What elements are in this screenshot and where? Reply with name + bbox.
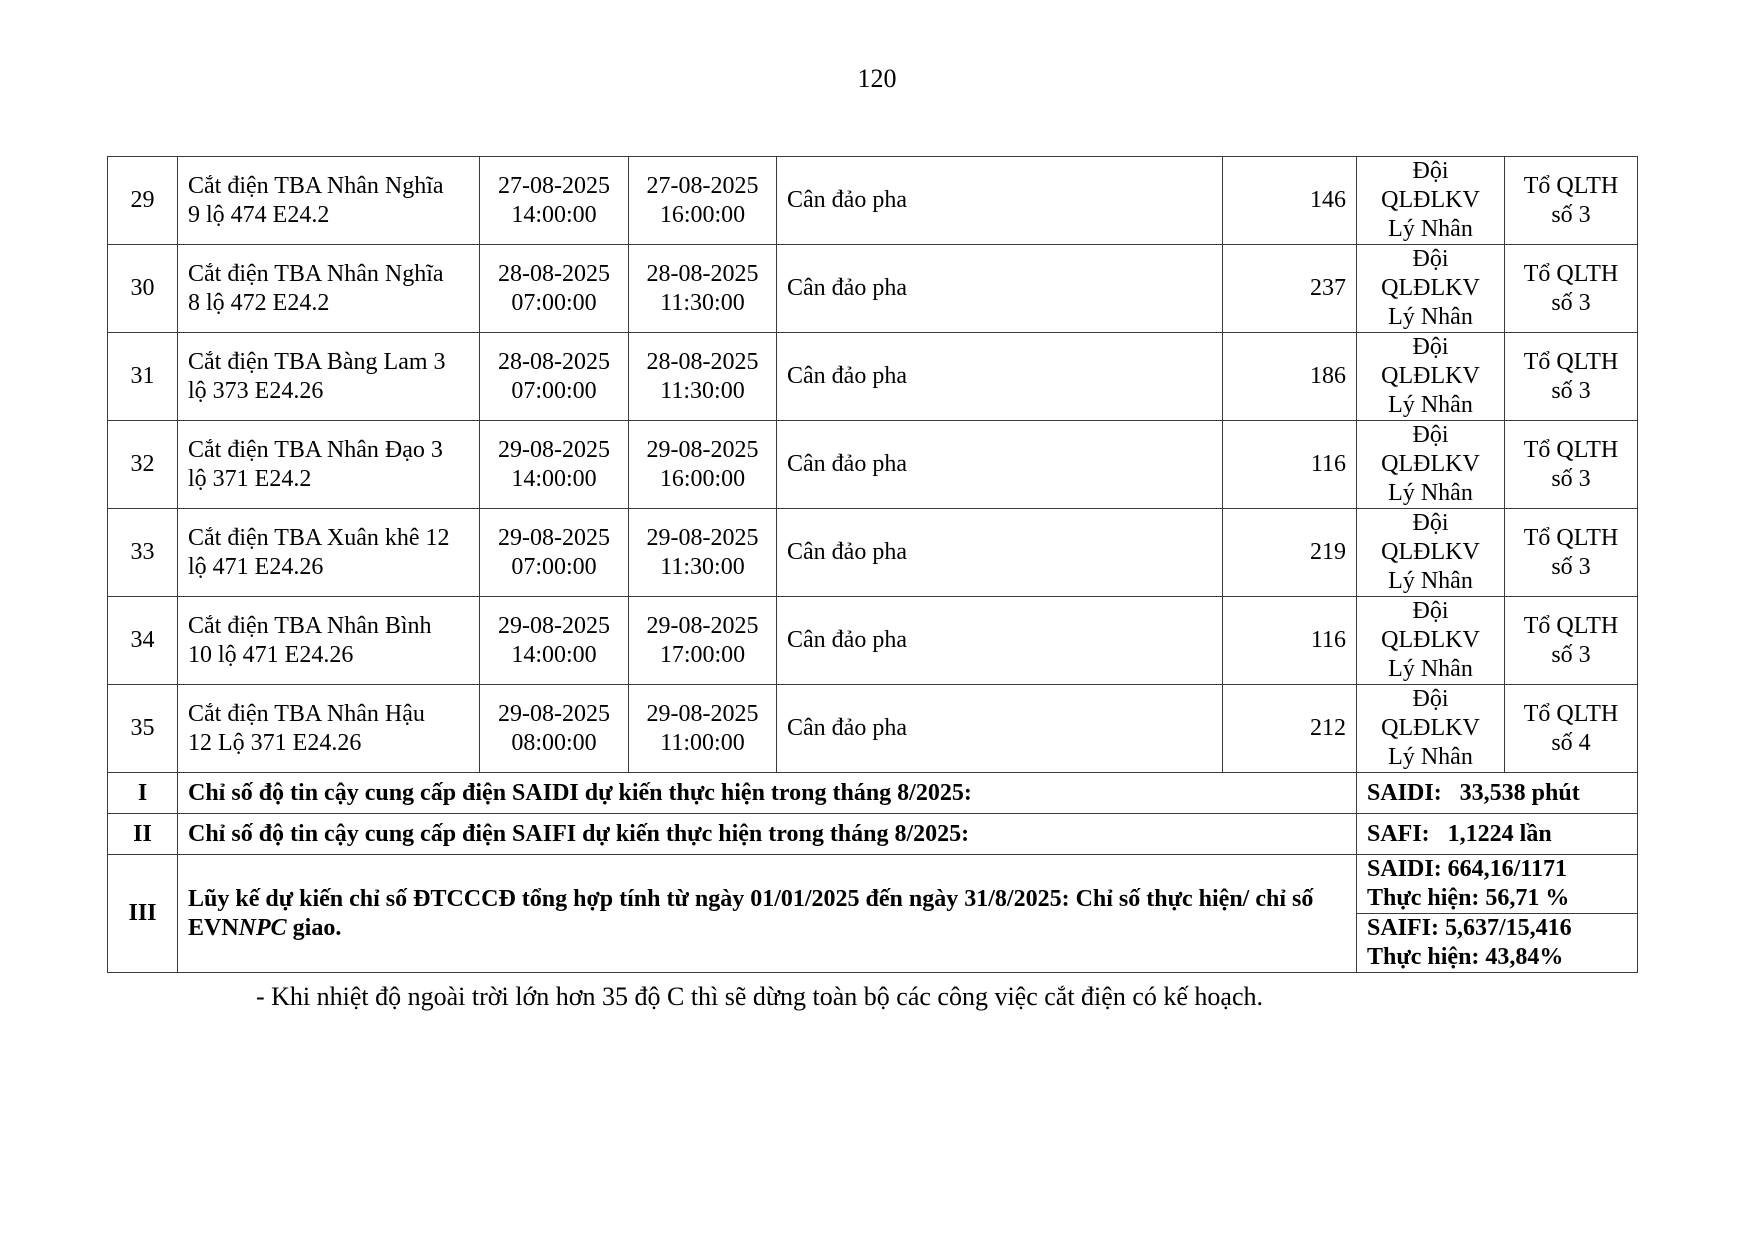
responsible-team [1505,421,1638,509]
start-datetime [480,509,629,597]
start-datetime-line-1: 29-08-2025 [498,436,610,463]
responsible-unit [1357,685,1505,773]
outage-description-line-2: lộ 471 E24.26 [188,553,324,580]
start-datetime-line-1: 28-08-2025 [498,260,610,287]
row-number: 34 [108,597,178,685]
outage-description-line-2: lộ 373 E24.26 [188,377,324,404]
start-datetime-line-2: 07:00:00 [511,377,597,404]
responsible-team [1505,157,1638,245]
responsible-unit [1357,597,1505,685]
outage-description [178,685,480,773]
end-datetime-line-2: 11:30:00 [660,553,745,580]
saifi-summary-value: SAFI: 1,1224 lần [1357,814,1638,855]
responsible-team-line-2: số 3 [1551,465,1591,492]
responsible-unit-line-2: QLĐLKV [1381,363,1480,389]
work-content: Cân đảo pha [777,157,1223,245]
end-datetime-line-2: 16:00:00 [659,201,746,228]
start-datetime [480,685,629,773]
customer-count: 116 [1223,421,1357,509]
end-datetime-line-2: 11:00:00 [660,729,745,756]
customer-count: 146 [1223,157,1357,245]
end-datetime-line-1: 29-08-2025 [646,612,759,639]
end-datetime-line-2: 11:30:00 [660,289,745,316]
start-datetime-line-2: 14:00:00 [511,201,597,228]
end-datetime [629,333,777,421]
responsible-unit-line-2: QLĐLKV [1381,715,1480,741]
start-datetime-line-1: 28-08-2025 [498,348,610,375]
responsible-unit-line-3: Lý Nhân [1388,392,1473,418]
responsible-unit-line-2: QLĐLKV [1381,627,1480,653]
customer-count: 237 [1223,245,1357,333]
table-row [108,157,1638,245]
cumulative-label-italic: NPC [238,914,287,941]
responsible-unit-line-3: Lý Nhân [1388,480,1473,506]
responsible-unit-line-3: Lý Nhân [1388,656,1473,682]
responsible-team [1505,333,1638,421]
saidi-summary-row [108,773,1638,814]
responsible-unit [1357,333,1505,421]
cumulative-saidi-percent: Thực hiện: 56,71 % [1367,885,1570,911]
responsible-unit [1357,157,1505,245]
start-datetime-line-1: 27-08-2025 [498,172,610,199]
responsible-unit-line-1: Đội [1412,422,1449,448]
outage-description [178,157,480,245]
responsible-team [1505,685,1638,773]
responsible-unit [1357,421,1505,509]
start-datetime [480,157,629,245]
customer-count: 116 [1223,597,1357,685]
responsible-unit-line-1: Đội [1412,686,1449,712]
cumulative-label-suffix: giao. [286,914,342,941]
end-datetime-line-1: 27-08-2025 [646,172,759,199]
start-datetime-line-2: 07:00:00 [511,289,597,316]
heat-note: - Khi nhiệt độ ngoài trời lớn hơn 35 độ C thì sẽ dừng toàn bộ các công việc cắt điện có kế hoạch. [256,982,1263,1011]
responsible-unit-line-1: Đội [1412,158,1449,184]
page-number: 120 [857,64,897,93]
cumulative-saifi-value [1357,914,1638,973]
end-datetime [629,245,777,333]
summary-roman-iii: III [108,855,178,973]
row-number: 29 [108,157,178,245]
responsible-unit-line-1: Đội [1412,246,1449,272]
responsible-unit-line-3: Lý Nhân [1388,744,1473,770]
responsible-team-line-2: số 3 [1551,553,1591,580]
end-datetime [629,685,777,773]
responsible-unit-line-2: QLĐLKV [1381,275,1480,301]
start-datetime-line-2: 14:00:00 [511,641,597,668]
responsible-unit-line-1: Đội [1412,510,1449,536]
cumulative-saidi-value [1357,855,1638,914]
responsible-team-line-2: số 3 [1551,289,1591,316]
outage-description [178,509,480,597]
responsible-unit-line-3: Lý Nhân [1388,216,1473,242]
outage-description [178,421,480,509]
end-datetime-line-1: 29-08-2025 [646,436,759,463]
start-datetime-line-2: 14:00:00 [511,465,597,492]
table-row [108,421,1638,509]
end-datetime-line-2: 16:00:00 [659,465,746,492]
responsible-team-line-1: Tổ QLTH [1523,436,1619,463]
outage-description-line-2: 8 lộ 472 E24.2 [188,289,330,316]
outage-description-line-1: Cắt điện TBA Nhân Nghĩa [188,172,444,199]
responsible-team-line-2: số 3 [1551,641,1591,668]
end-datetime [629,597,777,685]
responsible-unit [1357,509,1505,597]
outage-description-line-2: 10 lộ 471 E24.26 [188,641,354,668]
saifi-summary-row [108,814,1638,855]
summary-roman-ii: II [108,814,178,855]
cumulative-label-prefix: Lũy kế dự kiến chỉ số ĐTCCCĐ tổng hợp tính từ ngày 01/01/2025 đến ngày 31/8/2025: Chỉ số thực hiện/ chỉ số EVN [188,885,1314,941]
outage-description-line-2: 9 lộ 474 E24.2 [188,201,330,228]
responsible-team-line-1: Tổ QLTH [1523,348,1619,375]
responsible-team-line-1: Tổ QLTH [1523,700,1619,727]
end-datetime-line-1: 29-08-2025 [646,524,759,551]
end-datetime-line-1: 28-08-2025 [646,260,759,287]
start-datetime-line-1: 29-08-2025 [498,612,610,639]
customer-count: 219 [1223,509,1357,597]
end-datetime-line-1: 28-08-2025 [646,348,759,375]
cumulative-summary-row [108,855,1638,914]
outage-description-line-1: Cắt điện TBA Nhân Đạo 3 [188,436,443,463]
outage-description [178,597,480,685]
cumulative-saifi-percent: Thực hiện: 43,84% [1367,944,1564,970]
responsible-team-line-2: số 3 [1551,377,1591,404]
start-datetime [480,245,629,333]
start-datetime-line-2: 07:00:00 [511,553,597,580]
row-number: 33 [108,509,178,597]
start-datetime-line-1: 29-08-2025 [498,700,610,727]
table-row [108,509,1638,597]
end-datetime-line-1: 29-08-2025 [646,700,759,727]
outage-description-line-1: Cắt điện TBA Xuân khê 12 [188,524,450,551]
start-datetime-line-2: 08:00:00 [511,729,597,756]
row-number: 31 [108,333,178,421]
work-content: Cân đảo pha [777,333,1223,421]
responsible-team-line-2: số 3 [1551,201,1591,228]
saidi-summary-value: SAIDI: 33,538 phút [1357,773,1638,814]
table-row [108,333,1638,421]
saidi-summary-label: Chỉ số độ tin cậy cung cấp điện SAIDI dự kiến thực hiện trong tháng 8/2025: [178,773,1357,814]
responsible-team-line-1: Tổ QLTH [1523,612,1619,639]
responsible-team-line-1: Tổ QLTH [1523,260,1619,287]
start-datetime [480,597,629,685]
responsible-team [1505,245,1638,333]
outage-description-line-1: Cắt điện TBA Nhân Hậu [188,700,425,727]
outage-description-line-1: Cắt điện TBA Bàng Lam 3 [188,348,446,375]
start-datetime [480,421,629,509]
responsible-team [1505,509,1638,597]
outage-schedule-table [107,156,1638,973]
start-datetime-line-1: 29-08-2025 [498,524,610,551]
work-content: Cân đảo pha [777,509,1223,597]
responsible-team-line-1: Tổ QLTH [1523,524,1619,551]
table-body [108,157,1638,773]
end-datetime-line-2: 17:00:00 [659,641,746,668]
responsible-team-line-2: số 4 [1551,729,1591,756]
end-datetime [629,421,777,509]
responsible-unit-line-1: Đội [1412,334,1449,360]
work-content: Cân đảo pha [777,597,1223,685]
outage-description [178,333,480,421]
work-content: Cân đảo pha [777,421,1223,509]
table-row [108,597,1638,685]
end-datetime [629,157,777,245]
responsible-unit-line-2: QLĐLKV [1381,451,1480,477]
summary-body [108,773,1638,973]
table-row [108,245,1638,333]
customer-count: 212 [1223,685,1357,773]
outage-description-line-1: Cắt điện TBA Nhân Nghĩa [188,260,444,287]
table-row [108,685,1638,773]
responsible-unit-line-3: Lý Nhân [1388,568,1473,594]
row-number: 30 [108,245,178,333]
outage-description-line-2: lộ 371 E24.2 [188,465,312,492]
row-number: 35 [108,685,178,773]
summary-roman-i: I [108,773,178,814]
outage-description-line-1: Cắt điện TBA Nhân Bình [188,612,432,639]
row-number: 32 [108,421,178,509]
cumulative-saifi-ratio: SAIFI: 5,637/15,416 [1367,915,1572,941]
outage-description [178,245,480,333]
responsible-team-line-1: Tổ QLTH [1523,172,1619,199]
customer-count: 186 [1223,333,1357,421]
saifi-summary-label: Chỉ số độ tin cậy cung cấp điện SAIFI dự kiến thực hiện trong tháng 8/2025: [178,814,1357,855]
end-datetime [629,509,777,597]
start-datetime [480,333,629,421]
cumulative-saidi-ratio: SAIDI: 664,16/1171 [1367,856,1568,882]
work-content: Cân đảo pha [777,245,1223,333]
responsible-unit-line-3: Lý Nhân [1388,304,1473,330]
work-content: Cân đảo pha [777,685,1223,773]
responsible-unit-line-1: Đội [1412,598,1449,624]
responsible-unit-line-2: QLĐLKV [1381,539,1480,565]
responsible-unit [1357,245,1505,333]
outage-description-line-2: 12 Lộ 371 E24.26 [188,729,362,756]
responsible-unit-line-2: QLĐLKV [1381,187,1480,213]
responsible-team [1505,597,1638,685]
end-datetime-line-2: 11:30:00 [660,377,745,404]
cumulative-summary-label [178,855,1357,973]
